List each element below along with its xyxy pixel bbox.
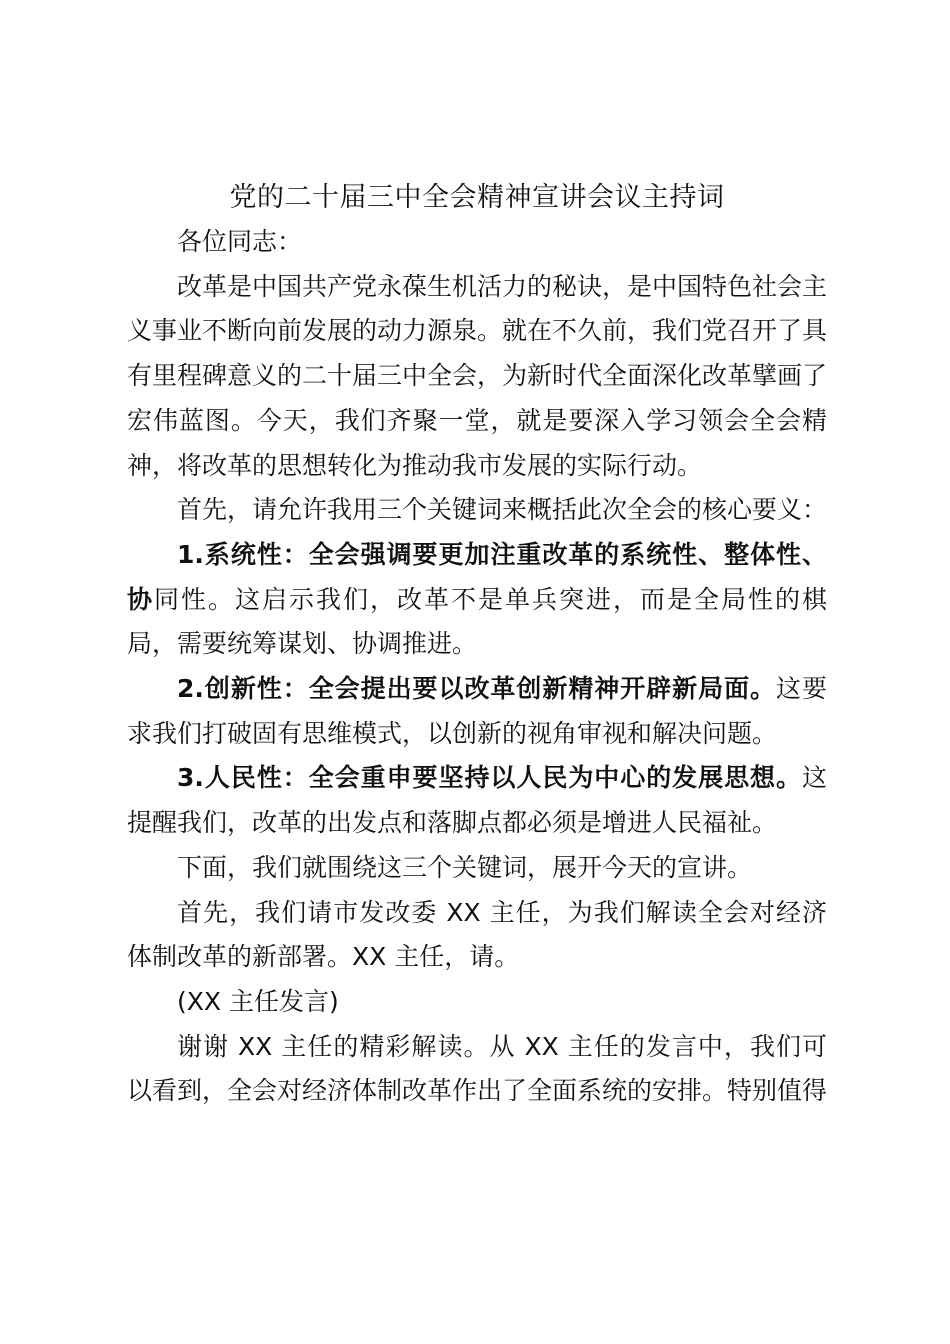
document-title: 党的二十届三中全会精神宣讲会议主持词 (229, 182, 725, 213)
paragraph-transition (127, 846, 827, 891)
paragraph-thanks (127, 1025, 827, 1114)
document-body (127, 176, 827, 1114)
paragraph-intro (127, 265, 827, 489)
paragraph-text: 这要求我们打破固有思维模式，以创新的视角审视和解决问题。 (127, 674, 827, 748)
paragraph-invite-speaker (127, 891, 827, 980)
paragraph-speaker-note (127, 980, 827, 1025)
paragraph-keyword-3 (127, 756, 827, 845)
paragraph-text: (XX 主任发言) (177, 986, 339, 1016)
paragraph-keywords-intro (127, 488, 827, 533)
paragraph-text: 同性。这启示我们，改革不是单兵突进，而是全局性的棋局，需要统筹谋划、协调推进。 (127, 584, 827, 659)
paragraph-text: 改革是中国共产党永葆生机活力的秘诀，是中国特色社会主义事业不断向前发展的动力源泉。就在不久前，我们党召开了具有里程碑意义的二十届三中全会，为新时代全面深化改革擘画了宏伟蓝图。今天，我们齐聚一堂，就是要深入学习领会全会精神，将改革的思想转化为推动我市发展的实际行动。 (127, 271, 828, 480)
paragraph-text: 首先，我们请市发改委 XX 主任，为我们解读全会对经济体制改革的新部署。XX 主任，请。 (127, 897, 827, 972)
paragraph-keyword-1 (127, 533, 827, 667)
paragraph-bold-lead: 3.人民性：全会重申要坚持以人民为中心的发展思想。 (177, 763, 802, 793)
paragraph-bold-lead: 1.系统性：全会强调要更加注重改革的系统性、整体性、协 (127, 539, 827, 614)
paragraph-bold-lead: 2.创新性：全会提出要以改革创新精神开辟新局面。 (177, 674, 777, 704)
paragraph-text: 这提醒我们，改革的出发点和落脚点都必须是增进人民福祉。 (127, 763, 827, 838)
paragraph-keyword-2 (127, 667, 827, 756)
greeting: 各位同志： (177, 227, 303, 256)
paragraph-text: 下面，我们就围绕这三个关键词，展开今天的宣讲。 (177, 852, 753, 882)
paragraph-text: 谢谢 XX 主任的精彩解读。从 XX 主任的发言中，我们可以看到，全会对经济体制改革作出了全面系统的安排。特别值得 (127, 1031, 828, 1106)
paragraph-text: 首先，请允许我用三个关键词来概括此次全会的核心要义： (177, 495, 828, 525)
